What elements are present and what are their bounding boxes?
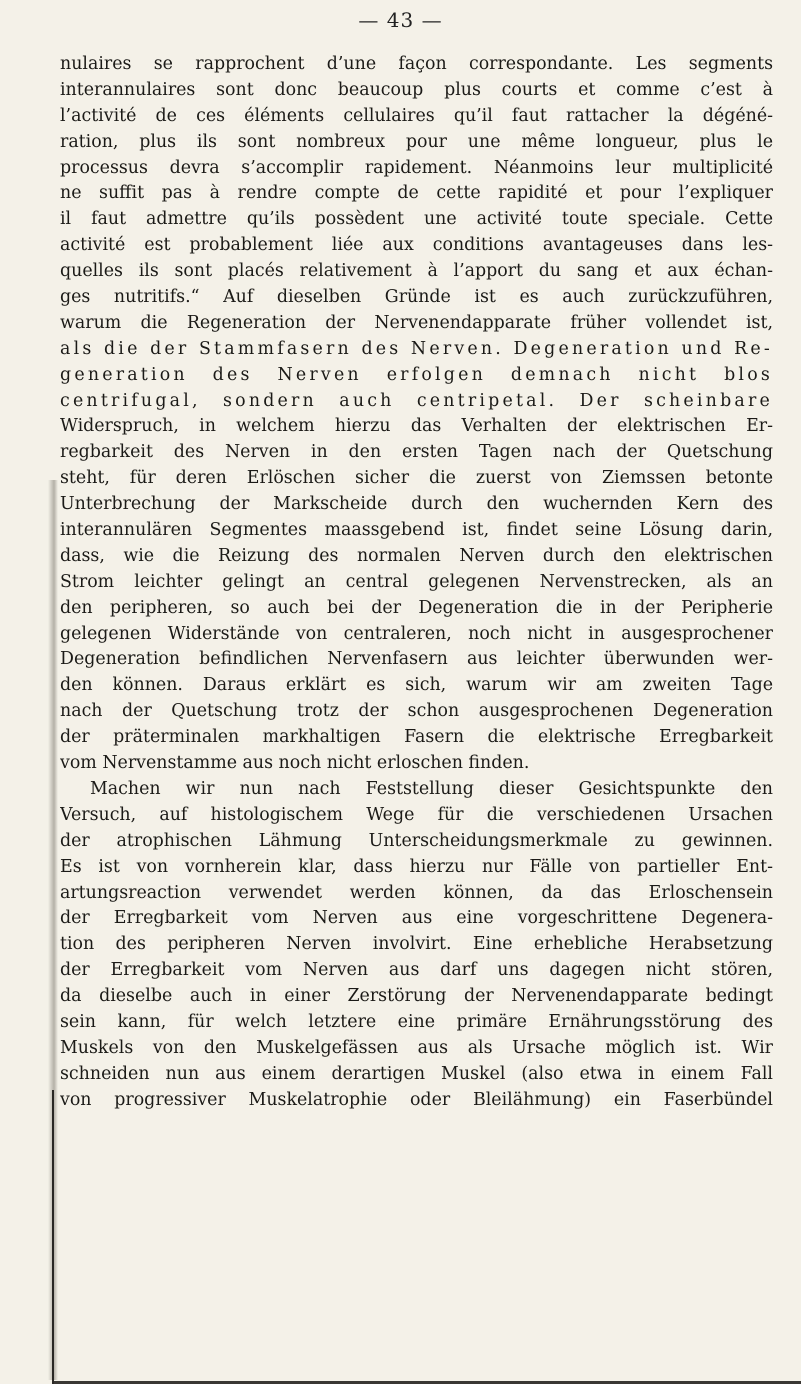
text-line: der präterminalen markhaltigen Fasern die elektrische Erregbarkeit <box>60 727 773 748</box>
text-line: interannulaires sont donc beaucoup plus courts et comme c’est à <box>60 79 773 100</box>
text-line: il faut admettre qu’ils possèdent une activité toute speciale. Cette <box>60 209 773 230</box>
text-line: von progressiver Muskelatrophie oder Bleilähmung) ein Faserbündel <box>60 1089 773 1110</box>
text-line: sein kann, für welch letztere eine primäre Ernährungsstörung des <box>60 1011 773 1032</box>
text-line: Unterbrechung der Markscheide durch den wuchernden Kern des <box>60 494 773 515</box>
text-line: ne suffit pas à rendre compte de cette rapidité et pour l’expliquer <box>60 183 773 204</box>
text-line: warum die Regeneration der Nervenendapparate früher vollendet ist, <box>60 312 773 333</box>
text-line: den können. Daraus erklärt es sich, warum wir am zweiten Tage <box>60 675 773 696</box>
text-line: l’activité de ces éléments cellulaires qu’il faut rattacher la dégéné- <box>60 105 773 126</box>
text-line: Machen wir nun nach Feststellung dieser Gesichtspunkte den <box>90 778 773 799</box>
text-line: interannulären Segmentes maassgebend ist, findet seine Lösung darin, <box>60 520 773 541</box>
text-line: nulaires se rapprochent d’une façon correspondante. Les segments <box>60 54 773 74</box>
text-line: Versuch, auf histologischem Wege für die verschiedenen Ursachen <box>60 804 773 825</box>
text-line: centrifugal, sondern auch centripetal. Der scheinbare <box>60 390 773 411</box>
page-number: — 43 — <box>358 8 443 32</box>
text-line: processus devra s’accomplir rapidement. Néanmoins leur multiplicité <box>60 157 773 178</box>
text-line: der Erregbarkeit vom Nerven aus darf uns dagegen nicht stören, <box>60 960 773 981</box>
text-line: Muskels von den Muskelgefässen aus als Ursache möglich ist. Wir <box>60 1037 773 1058</box>
text-line: da dieselbe auch in einer Zerstörung der Nervenendapparate bedingt <box>60 986 773 1007</box>
body-text <box>60 52 773 1114</box>
text-line: den peripheren, so auch bei der Degeneration die in der Peripherie <box>60 597 773 618</box>
text-line: als die der Stammfasern des Nerven. Degeneration und Re- <box>60 338 773 359</box>
text-line: Strom leichter gelingt an central gelegenen Nervenstrecken, als an <box>60 571 773 592</box>
text-line: ges nutritifs.“ Auf dieselben Gründe ist es auch zurückzuführen, <box>60 287 773 308</box>
text-line: Es ist von vornherein klar, dass hierzu nur Fälle von partieller Ent- <box>60 856 773 877</box>
text-line: dass, wie die Reizung des normalen Nerven durch den elektrischen <box>60 545 773 566</box>
text-line: tion des peripheren Nerven involvirt. Eine erhebliche Herabsetzung <box>60 934 773 955</box>
text-line: Widerspruch, in welchem hierzu das Verhalten der elektrischen Er- <box>60 416 773 437</box>
text-line: artungsreaction verwendet werden können, da das Erloschensein <box>60 882 773 903</box>
text-line: vom Nervenstamme aus noch nicht erloschen finden. <box>60 753 530 774</box>
text-line: schneiden nun aus einem derartigen Muskel (also etwa in einem Fall <box>60 1063 773 1084</box>
text-line: steht, für deren Erlöschen sicher die zuerst von Ziemssen betonte <box>60 468 773 489</box>
text-line: regbarkeit des Nerven in den ersten Tagen nach der Quetschung <box>60 442 773 463</box>
text-line: quelles ils sont placés relativement à l’apport du sang et aux échan- <box>60 261 773 282</box>
text-line: der atrophischen Lähmung Unterscheidungsmerkmale zu gewinnen. <box>60 830 773 851</box>
text-line: generation des Nerven erfolgen demnach nicht blos <box>60 364 773 385</box>
binding-edge <box>52 1090 54 1384</box>
text-line: gelegenen Widerstände von centraleren, noch nicht in ausgesprochener <box>60 623 773 644</box>
text-line: nach der Quetschung trotz der schon ausgesprochenen Degeneration <box>60 701 773 722</box>
text-line: activité est probablement liée aux conditions avantageuses dans les- <box>60 235 773 256</box>
text-line: Degeneration befindlichen Nervenfasern aus leichter überwunden wer- <box>60 649 773 670</box>
text-line: ration, plus ils sont nombreux pour une même longueur, plus le <box>60 131 773 152</box>
text-line: der Erregbarkeit vom Nerven aus eine vorgeschrittene Degenera- <box>60 908 773 929</box>
